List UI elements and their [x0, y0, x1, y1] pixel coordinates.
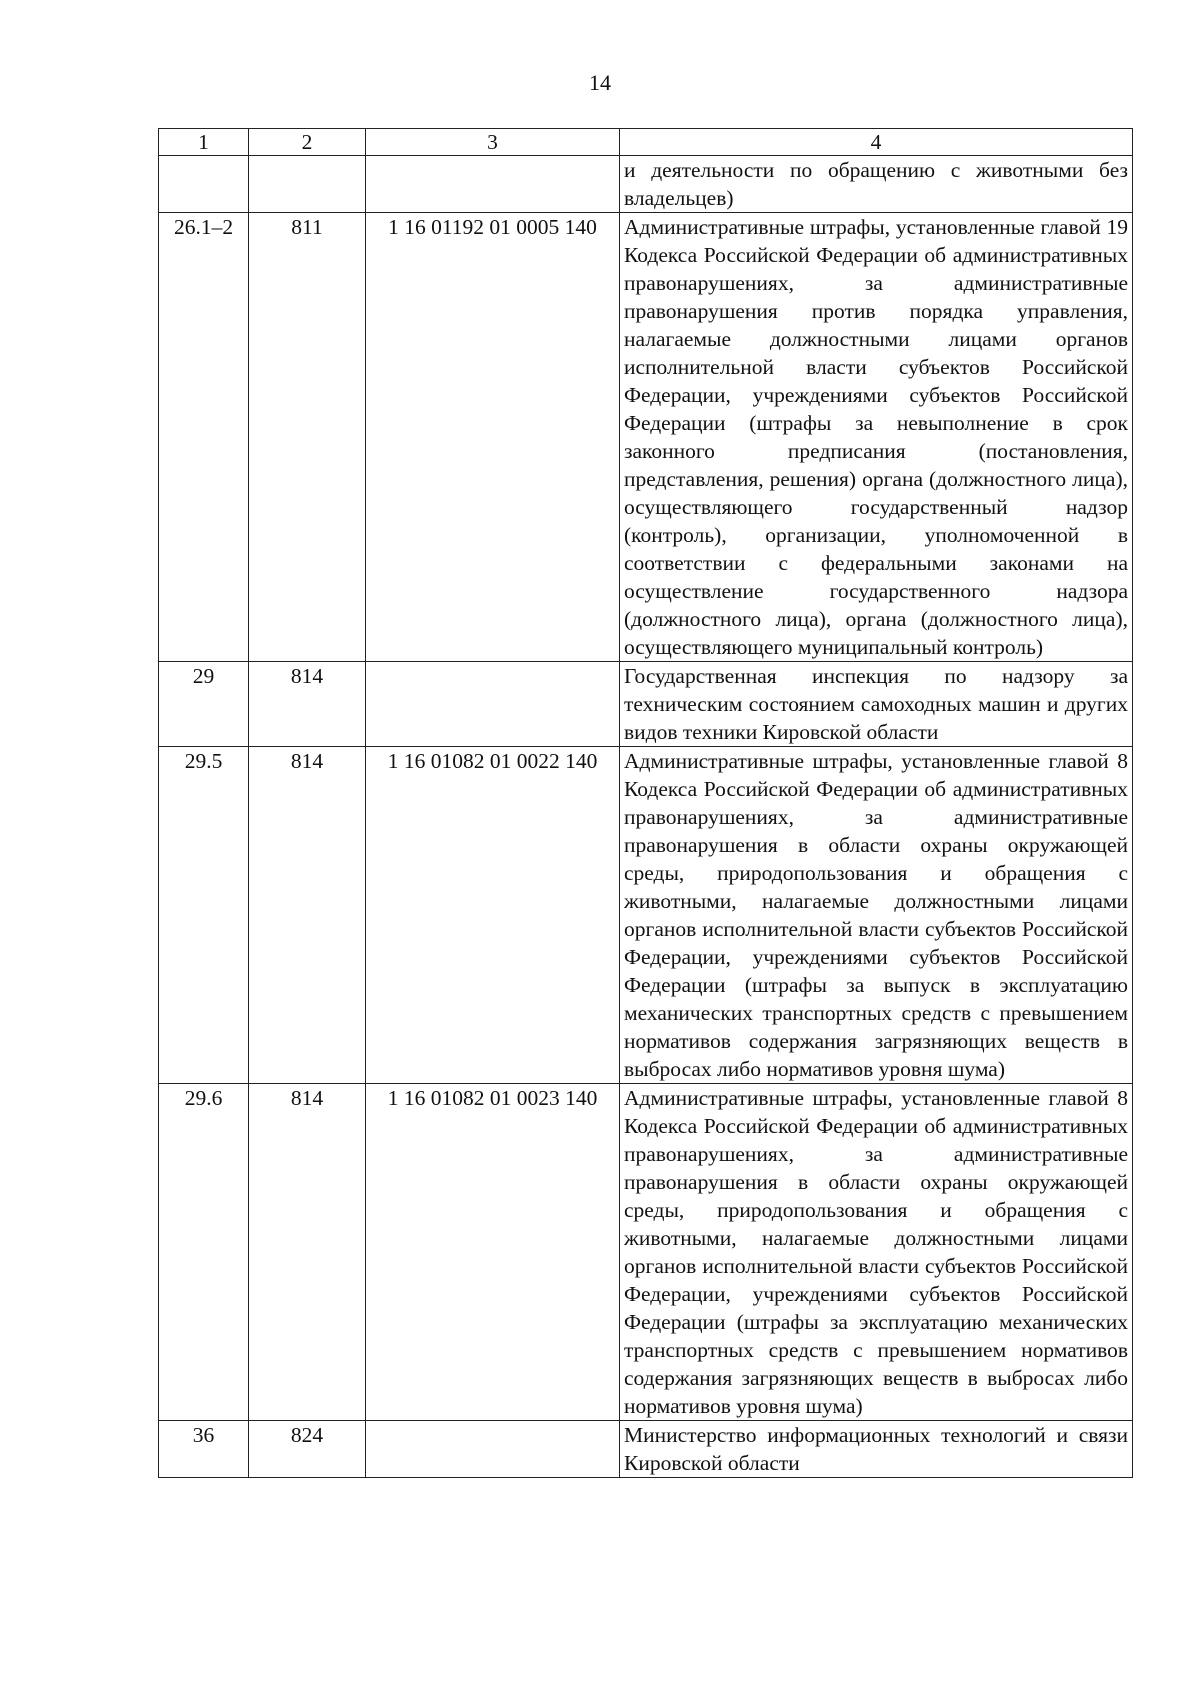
table-header-row: [159, 129, 1133, 156]
row-number: [159, 156, 249, 213]
description: Министерство информационных технологий и связи Кировской области: [620, 1421, 1133, 1478]
table-row: [159, 747, 1133, 1084]
description: Административные штрафы, установленные главой 8 Кодекса Российской Федерации об административных правонарушениях, за административные правонарушения в области охраны окружающей среды, природопользования и обращения с животными, налагаемые должностными лицами органов исполнительной власти субъектов Российской Федерации, учреждениями субъектов Российской Федерации (штрафы за выпуск в эксплуатацию механических транспортных средств с превышением нормативов содержания загрязняющих веществ в выбросах либо нормативов уровня шума): [620, 747, 1133, 1084]
income-code: 1 16 01192 01 0005 140: [366, 213, 620, 662]
header-col-1: 1: [159, 129, 249, 156]
description: Государственная инспекция по надзору за техническим состоянием самоходных машин и других видов техники Кировской области: [620, 662, 1133, 747]
row-number: 29: [159, 662, 249, 747]
row-number: 36: [159, 1421, 249, 1478]
admin-code: 824: [249, 1421, 366, 1478]
header-col-3: 3: [366, 129, 620, 156]
table-row: [159, 662, 1133, 747]
income-code: [366, 1421, 620, 1478]
income-code: 1 16 01082 01 0023 140: [366, 1084, 620, 1421]
description: Административные штрафы, установленные главой 19 Кодекса Российской Федерации об административных правонарушениях, за административные правонарушения против порядка управления, налагаемые должностными лицами органов исполнительной власти субъектов Российской Федерации, учреждениями субъектов Российской Федерации (штрафы за невыполнение в срок законного предписания (постановления, представления, решения) органа (должностного лица), осуществляющего государственный надзор (контроль), организации, уполномоченной в соответствии с федеральными законами на осуществление государственного надзора (должностного лица), органа (должностного лица), осуществляющего муниципальный контроль): [620, 213, 1133, 662]
income-code: 1 16 01082 01 0022 140: [366, 747, 620, 1084]
admin-code: 814: [249, 1084, 366, 1421]
codes-table: [158, 128, 1133, 1478]
admin-code: 814: [249, 747, 366, 1084]
page-number: 14: [589, 70, 611, 95]
header-col-2: 2: [249, 129, 366, 156]
description: и деятельности по обращению с животными без владельцев): [620, 156, 1133, 213]
income-code: [366, 156, 620, 213]
header-col-4: 4: [620, 129, 1133, 156]
admin-code: 811: [249, 213, 366, 662]
table-row: [159, 1084, 1133, 1421]
income-code: [366, 662, 620, 747]
admin-code: [249, 156, 366, 213]
table-row: [159, 1421, 1133, 1478]
table-row: [159, 213, 1133, 662]
admin-code: 814: [249, 662, 366, 747]
table-row: [159, 156, 1133, 213]
row-number: 26.1–2: [159, 213, 249, 662]
row-number: 29.5: [159, 747, 249, 1084]
description: Административные штрафы, установленные главой 8 Кодекса Российской Федерации об административных правонарушениях, за административные правонарушения в области охраны окружающей среды, природопользования и обращения с животными, налагаемые должностными лицами органов исполнительной власти субъектов Российской Федерации, учреждениями субъектов Российской Федерации (штрафы за эксплуатацию механических транспортных средств с превышением нормативов содержания загрязняющих веществ в выбросах либо нормативов уровня шума): [620, 1084, 1133, 1421]
row-number: 29.6: [159, 1084, 249, 1421]
